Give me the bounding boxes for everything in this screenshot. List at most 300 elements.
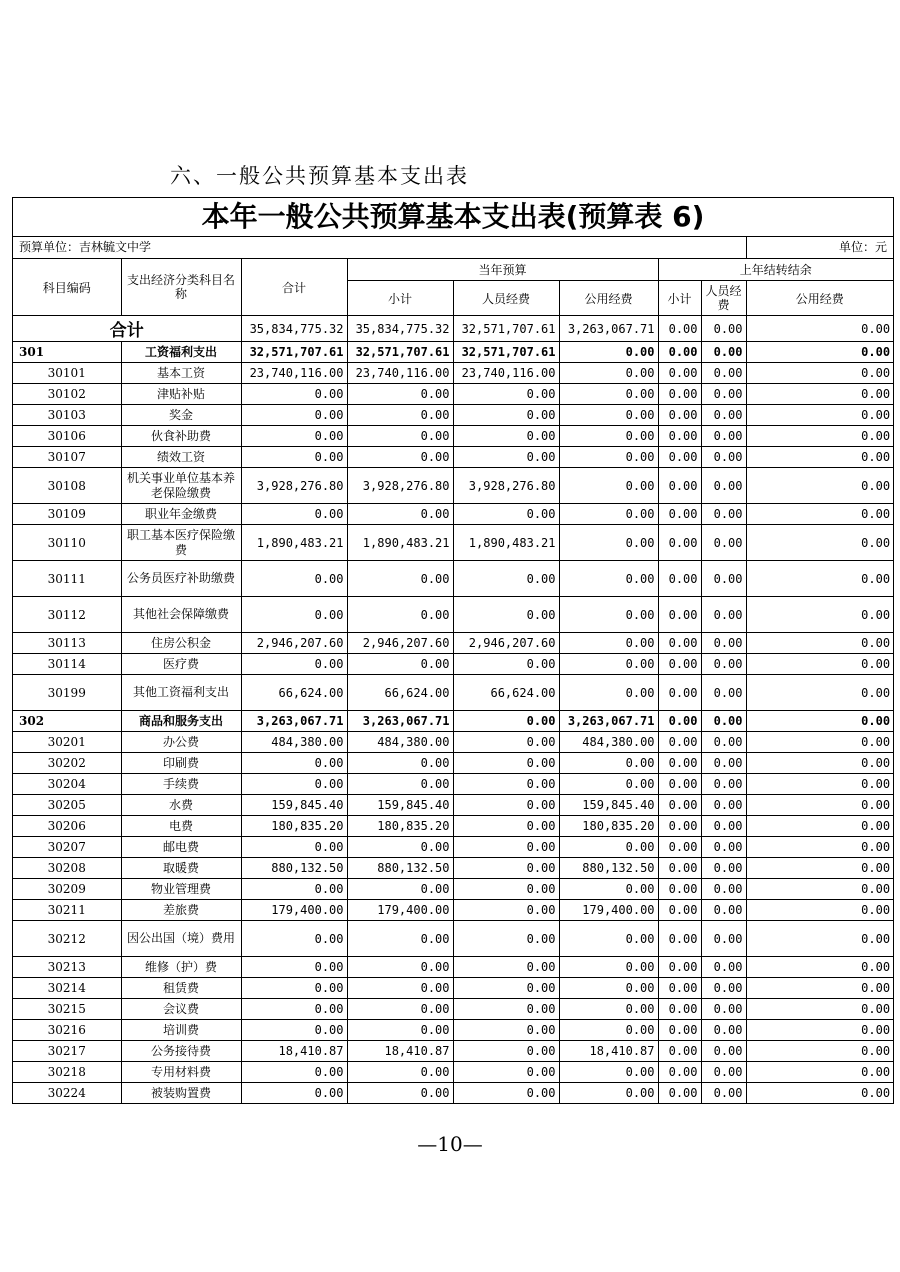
row-value: 0.00 bbox=[701, 525, 746, 561]
row-value: 3,263,067.71 bbox=[347, 711, 453, 732]
row-name: 其他社会保障缴费 bbox=[121, 597, 241, 633]
row-name: 会议费 bbox=[121, 999, 241, 1020]
table-row bbox=[13, 774, 893, 795]
row-value: 0.00 bbox=[347, 999, 453, 1020]
row-value: 0.00 bbox=[241, 561, 347, 597]
table-row bbox=[13, 900, 893, 921]
table-row bbox=[13, 363, 893, 384]
row-value: 0.00 bbox=[453, 504, 559, 525]
row-code: 30224 bbox=[13, 1083, 121, 1104]
row-code: 30110 bbox=[13, 525, 121, 561]
row-value: 0.00 bbox=[241, 597, 347, 633]
header-current-year: 当年预算 bbox=[347, 259, 658, 281]
category-row bbox=[13, 342, 893, 363]
row-value: 0.00 bbox=[559, 837, 658, 858]
row-value: 0.00 bbox=[746, 363, 893, 384]
row-name: 公务员医疗补助缴费 bbox=[121, 561, 241, 597]
total-value: 3,263,067.71 bbox=[559, 316, 658, 342]
row-value: 0.00 bbox=[347, 957, 453, 978]
row-value: 0.00 bbox=[746, 525, 893, 561]
row-value: 0.00 bbox=[658, 921, 701, 957]
row-value: 23,740,116.00 bbox=[347, 363, 453, 384]
row-value: 0.00 bbox=[658, 732, 701, 753]
total-value: 0.00 bbox=[701, 316, 746, 342]
table-row bbox=[13, 447, 893, 468]
row-value: 0.00 bbox=[701, 732, 746, 753]
row-value: 1,890,483.21 bbox=[347, 525, 453, 561]
row-value: 2,946,207.60 bbox=[347, 633, 453, 654]
row-name: 公务接待费 bbox=[121, 1041, 241, 1062]
section-title: 六、一般公共预算基本支出表 bbox=[170, 164, 469, 188]
row-value: 0.00 bbox=[347, 447, 453, 468]
row-value: 0.00 bbox=[241, 1083, 347, 1104]
row-value: 0.00 bbox=[701, 978, 746, 999]
row-value: 0.00 bbox=[701, 363, 746, 384]
row-name: 维修（护）费 bbox=[121, 957, 241, 978]
row-value: 18,410.87 bbox=[241, 1041, 347, 1062]
row-name: 差旅费 bbox=[121, 900, 241, 921]
table-row bbox=[13, 1041, 893, 1062]
table-row bbox=[13, 879, 893, 900]
row-value: 0.00 bbox=[453, 426, 559, 447]
row-value: 0.00 bbox=[746, 633, 893, 654]
row-value: 0.00 bbox=[453, 732, 559, 753]
header-py-subtotal: 小计 bbox=[658, 281, 701, 316]
row-code: 30205 bbox=[13, 795, 121, 816]
row-name: 住房公积金 bbox=[121, 633, 241, 654]
row-value: 484,380.00 bbox=[559, 732, 658, 753]
row-value: 0.00 bbox=[746, 342, 893, 363]
row-name: 专用材料费 bbox=[121, 1062, 241, 1083]
row-code: 30103 bbox=[13, 405, 121, 426]
row-code: 30216 bbox=[13, 1020, 121, 1041]
page-number: —10— bbox=[417, 1132, 483, 1156]
row-value: 0.00 bbox=[453, 816, 559, 837]
row-code: 30101 bbox=[13, 363, 121, 384]
row-value: 0.00 bbox=[559, 999, 658, 1020]
table-row bbox=[13, 597, 893, 633]
row-value: 32,571,707.61 bbox=[241, 342, 347, 363]
row-value: 0.00 bbox=[746, 405, 893, 426]
header-personnel: 人员经费 bbox=[453, 281, 559, 316]
row-value: 0.00 bbox=[453, 999, 559, 1020]
row-value: 0.00 bbox=[746, 426, 893, 447]
table-row bbox=[13, 426, 893, 447]
row-value: 0.00 bbox=[559, 561, 658, 597]
row-value: 0.00 bbox=[559, 978, 658, 999]
row-value: 179,400.00 bbox=[347, 900, 453, 921]
row-value: 0.00 bbox=[453, 654, 559, 675]
row-value: 0.00 bbox=[746, 732, 893, 753]
row-value: 3,928,276.80 bbox=[453, 468, 559, 504]
row-value: 159,845.40 bbox=[241, 795, 347, 816]
row-value: 0.00 bbox=[347, 1062, 453, 1083]
row-code: 30215 bbox=[13, 999, 121, 1020]
row-value: 180,835.20 bbox=[347, 816, 453, 837]
row-value: 0.00 bbox=[241, 753, 347, 774]
row-value: 0.00 bbox=[658, 837, 701, 858]
row-name: 印刷费 bbox=[121, 753, 241, 774]
row-value: 0.00 bbox=[658, 753, 701, 774]
row-value: 0.00 bbox=[658, 654, 701, 675]
row-value: 0.00 bbox=[241, 405, 347, 426]
row-name: 伙食补助费 bbox=[121, 426, 241, 447]
row-name: 培训费 bbox=[121, 1020, 241, 1041]
row-value: 0.00 bbox=[453, 858, 559, 879]
row-name: 商品和服务支出 bbox=[121, 711, 241, 732]
row-value: 0.00 bbox=[453, 978, 559, 999]
row-value: 0.00 bbox=[658, 363, 701, 384]
row-name: 医疗费 bbox=[121, 654, 241, 675]
row-value: 0.00 bbox=[701, 858, 746, 879]
row-value: 0.00 bbox=[658, 1062, 701, 1083]
row-value: 18,410.87 bbox=[347, 1041, 453, 1062]
row-value: 0.00 bbox=[241, 978, 347, 999]
row-value: 0.00 bbox=[658, 597, 701, 633]
row-value: 0.00 bbox=[347, 405, 453, 426]
row-name: 绩效工资 bbox=[121, 447, 241, 468]
table-row bbox=[13, 504, 893, 525]
total-value: 35,834,775.32 bbox=[241, 316, 347, 342]
row-value: 0.00 bbox=[746, 1020, 893, 1041]
row-name: 办公费 bbox=[121, 732, 241, 753]
table-row bbox=[13, 999, 893, 1020]
row-value: 0.00 bbox=[453, 795, 559, 816]
row-value: 0.00 bbox=[746, 921, 893, 957]
row-value: 0.00 bbox=[658, 900, 701, 921]
row-value: 0.00 bbox=[347, 879, 453, 900]
row-name: 其他工资福利支出 bbox=[121, 675, 241, 711]
table-row bbox=[13, 675, 893, 711]
header-py-personnel: 人员经费 bbox=[701, 281, 746, 316]
row-value: 2,946,207.60 bbox=[453, 633, 559, 654]
header-name: 支出经济分类科目名称 bbox=[121, 259, 241, 316]
row-value: 18,410.87 bbox=[559, 1041, 658, 1062]
row-value: 0.00 bbox=[658, 1020, 701, 1041]
row-value: 0.00 bbox=[701, 675, 746, 711]
row-value: 0.00 bbox=[347, 504, 453, 525]
row-name: 职业年金缴费 bbox=[121, 504, 241, 525]
row-name: 奖金 bbox=[121, 405, 241, 426]
row-code: 30218 bbox=[13, 1062, 121, 1083]
row-value: 0.00 bbox=[658, 504, 701, 525]
row-value: 159,845.40 bbox=[347, 795, 453, 816]
row-value: 0.00 bbox=[701, 795, 746, 816]
row-value: 0.00 bbox=[559, 1020, 658, 1041]
row-value: 0.00 bbox=[453, 837, 559, 858]
row-code: 30111 bbox=[13, 561, 121, 597]
row-value: 0.00 bbox=[746, 504, 893, 525]
row-value: 0.00 bbox=[746, 468, 893, 504]
row-value: 0.00 bbox=[701, 921, 746, 957]
row-name: 租赁费 bbox=[121, 978, 241, 999]
row-code: 30199 bbox=[13, 675, 121, 711]
row-code: 30208 bbox=[13, 858, 121, 879]
row-value: 0.00 bbox=[347, 384, 453, 405]
table-row bbox=[13, 633, 893, 654]
row-value: 0.00 bbox=[701, 711, 746, 732]
row-value: 0.00 bbox=[746, 711, 893, 732]
row-name: 工资福利支出 bbox=[121, 342, 241, 363]
row-value: 0.00 bbox=[658, 795, 701, 816]
row-value: 0.00 bbox=[453, 561, 559, 597]
row-value: 0.00 bbox=[746, 1083, 893, 1104]
row-value: 0.00 bbox=[559, 597, 658, 633]
row-value: 0.00 bbox=[701, 342, 746, 363]
header-total: 合计 bbox=[241, 259, 347, 316]
row-value: 0.00 bbox=[701, 1062, 746, 1083]
row-value: 0.00 bbox=[453, 597, 559, 633]
table-row bbox=[13, 837, 893, 858]
row-value: 0.00 bbox=[701, 504, 746, 525]
row-value: 0.00 bbox=[658, 816, 701, 837]
row-value: 3,928,276.80 bbox=[347, 468, 453, 504]
row-code: 30107 bbox=[13, 447, 121, 468]
row-value: 3,263,067.71 bbox=[559, 711, 658, 732]
row-value: 0.00 bbox=[701, 384, 746, 405]
row-value: 0.00 bbox=[559, 879, 658, 900]
row-value: 484,380.00 bbox=[241, 732, 347, 753]
table-row bbox=[13, 525, 893, 561]
row-value: 179,400.00 bbox=[241, 900, 347, 921]
row-value: 0.00 bbox=[347, 921, 453, 957]
row-value: 0.00 bbox=[559, 921, 658, 957]
table-row bbox=[13, 978, 893, 999]
table-row bbox=[13, 1020, 893, 1041]
table-row bbox=[13, 654, 893, 675]
row-name: 津贴补贴 bbox=[121, 384, 241, 405]
row-value: 0.00 bbox=[701, 426, 746, 447]
row-value: 0.00 bbox=[658, 1041, 701, 1062]
row-value: 0.00 bbox=[453, 447, 559, 468]
row-code: 30113 bbox=[13, 633, 121, 654]
row-value: 0.00 bbox=[746, 384, 893, 405]
row-value: 0.00 bbox=[241, 504, 347, 525]
total-value: 32,571,707.61 bbox=[453, 316, 559, 342]
header-subtotal: 小计 bbox=[347, 281, 453, 316]
row-value: 0.00 bbox=[453, 900, 559, 921]
row-code: 30214 bbox=[13, 978, 121, 999]
row-value: 0.00 bbox=[559, 504, 658, 525]
row-value: 0.00 bbox=[347, 597, 453, 633]
row-name: 基本工资 bbox=[121, 363, 241, 384]
row-value: 0.00 bbox=[701, 957, 746, 978]
row-value: 0.00 bbox=[241, 921, 347, 957]
row-value: 0.00 bbox=[658, 384, 701, 405]
row-code: 30206 bbox=[13, 816, 121, 837]
row-value: 484,380.00 bbox=[347, 732, 453, 753]
row-value: 0.00 bbox=[347, 774, 453, 795]
row-value: 0.00 bbox=[559, 384, 658, 405]
row-code: 30201 bbox=[13, 732, 121, 753]
row-value: 0.00 bbox=[701, 468, 746, 504]
row-value: 0.00 bbox=[241, 654, 347, 675]
total-row bbox=[13, 316, 893, 342]
row-value: 0.00 bbox=[658, 468, 701, 504]
row-value: 0.00 bbox=[453, 774, 559, 795]
header-py-public: 公用经费 bbox=[746, 281, 893, 316]
row-value: 0.00 bbox=[746, 816, 893, 837]
row-value: 0.00 bbox=[746, 837, 893, 858]
row-value: 0.00 bbox=[701, 879, 746, 900]
row-code: 30212 bbox=[13, 921, 121, 957]
row-value: 0.00 bbox=[746, 654, 893, 675]
row-value: 0.00 bbox=[453, 384, 559, 405]
row-value: 0.00 bbox=[559, 774, 658, 795]
table-row bbox=[13, 732, 893, 753]
row-value: 0.00 bbox=[559, 447, 658, 468]
row-value: 0.00 bbox=[701, 654, 746, 675]
row-value: 0.00 bbox=[701, 999, 746, 1020]
row-value: 0.00 bbox=[241, 426, 347, 447]
row-value: 0.00 bbox=[453, 753, 559, 774]
row-name: 取暖费 bbox=[121, 858, 241, 879]
row-value: 0.00 bbox=[746, 858, 893, 879]
row-value: 0.00 bbox=[559, 675, 658, 711]
row-value: 880,132.50 bbox=[347, 858, 453, 879]
table-row bbox=[13, 1062, 893, 1083]
row-name: 物业管理费 bbox=[121, 879, 241, 900]
row-value: 0.00 bbox=[453, 1062, 559, 1083]
row-name: 职工基本医疗保险缴费 bbox=[121, 525, 241, 561]
row-value: 0.00 bbox=[241, 774, 347, 795]
row-code: 30106 bbox=[13, 426, 121, 447]
row-value: 0.00 bbox=[658, 711, 701, 732]
table-row bbox=[13, 858, 893, 879]
budget-table-sheet bbox=[12, 197, 894, 1104]
table-row bbox=[13, 561, 893, 597]
row-value: 0.00 bbox=[347, 978, 453, 999]
row-name: 手续费 bbox=[121, 774, 241, 795]
row-name: 电费 bbox=[121, 816, 241, 837]
row-code: 30109 bbox=[13, 504, 121, 525]
row-value: 0.00 bbox=[746, 561, 893, 597]
row-value: 0.00 bbox=[559, 1083, 658, 1104]
row-value: 32,571,707.61 bbox=[347, 342, 453, 363]
table-row bbox=[13, 468, 893, 504]
table-title: 本年一般公共预算基本支出表(预算表 6) bbox=[13, 198, 893, 237]
row-value: 0.00 bbox=[658, 405, 701, 426]
row-value: 0.00 bbox=[746, 597, 893, 633]
row-code: 30108 bbox=[13, 468, 121, 504]
row-name: 水费 bbox=[121, 795, 241, 816]
row-value: 0.00 bbox=[241, 879, 347, 900]
row-value: 23,740,116.00 bbox=[241, 363, 347, 384]
row-value: 0.00 bbox=[241, 957, 347, 978]
row-value: 0.00 bbox=[658, 633, 701, 654]
row-value: 0.00 bbox=[347, 1083, 453, 1104]
row-value: 66,624.00 bbox=[241, 675, 347, 711]
row-value: 880,132.50 bbox=[241, 858, 347, 879]
row-code: 30207 bbox=[13, 837, 121, 858]
row-value: 0.00 bbox=[658, 879, 701, 900]
row-value: 0.00 bbox=[746, 957, 893, 978]
row-code: 30202 bbox=[13, 753, 121, 774]
row-value: 0.00 bbox=[701, 1041, 746, 1062]
header-code: 科目编码 bbox=[13, 259, 121, 316]
table-row bbox=[13, 753, 893, 774]
row-value: 66,624.00 bbox=[453, 675, 559, 711]
table-row bbox=[13, 1083, 893, 1104]
row-name: 机关事业单位基本养老保险缴费 bbox=[121, 468, 241, 504]
row-value: 0.00 bbox=[559, 525, 658, 561]
row-value: 0.00 bbox=[241, 1020, 347, 1041]
row-value: 0.00 bbox=[347, 654, 453, 675]
row-value: 0.00 bbox=[701, 561, 746, 597]
row-value: 0.00 bbox=[658, 342, 701, 363]
table-row bbox=[13, 921, 893, 957]
row-value: 0.00 bbox=[559, 363, 658, 384]
row-value: 0.00 bbox=[658, 858, 701, 879]
row-value: 0.00 bbox=[453, 1041, 559, 1062]
header-public: 公用经费 bbox=[559, 281, 658, 316]
row-value: 0.00 bbox=[241, 384, 347, 405]
row-value: 0.00 bbox=[453, 1083, 559, 1104]
row-value: 23,740,116.00 bbox=[453, 363, 559, 384]
row-value: 0.00 bbox=[347, 426, 453, 447]
row-value: 0.00 bbox=[658, 525, 701, 561]
total-value: 35,834,775.32 bbox=[347, 316, 453, 342]
row-value: 0.00 bbox=[701, 900, 746, 921]
row-value: 0.00 bbox=[746, 999, 893, 1020]
row-value: 3,928,276.80 bbox=[241, 468, 347, 504]
row-value: 0.00 bbox=[241, 1062, 347, 1083]
row-value: 0.00 bbox=[658, 978, 701, 999]
row-code: 30112 bbox=[13, 597, 121, 633]
row-code: 301 bbox=[13, 342, 121, 363]
row-value: 0.00 bbox=[347, 561, 453, 597]
row-value: 0.00 bbox=[701, 816, 746, 837]
row-value: 0.00 bbox=[559, 405, 658, 426]
table-row bbox=[13, 816, 893, 837]
row-value: 0.00 bbox=[241, 447, 347, 468]
row-value: 0.00 bbox=[658, 561, 701, 597]
row-value: 880,132.50 bbox=[559, 858, 658, 879]
category-row bbox=[13, 711, 893, 732]
row-value: 0.00 bbox=[746, 447, 893, 468]
row-code: 30102 bbox=[13, 384, 121, 405]
row-value: 0.00 bbox=[347, 837, 453, 858]
row-value: 0.00 bbox=[559, 633, 658, 654]
row-code: 30114 bbox=[13, 654, 121, 675]
row-value: 0.00 bbox=[658, 957, 701, 978]
row-value: 0.00 bbox=[746, 1041, 893, 1062]
row-value: 0.00 bbox=[701, 405, 746, 426]
row-value: 0.00 bbox=[746, 774, 893, 795]
row-value: 0.00 bbox=[453, 921, 559, 957]
row-value: 0.00 bbox=[241, 999, 347, 1020]
table-row bbox=[13, 795, 893, 816]
row-value: 0.00 bbox=[746, 675, 893, 711]
row-code: 30211 bbox=[13, 900, 121, 921]
row-value: 0.00 bbox=[658, 426, 701, 447]
row-value: 0.00 bbox=[453, 711, 559, 732]
row-value: 0.00 bbox=[701, 837, 746, 858]
row-value: 0.00 bbox=[453, 879, 559, 900]
row-value: 0.00 bbox=[701, 633, 746, 654]
row-value: 1,890,483.21 bbox=[453, 525, 559, 561]
total-value: 0.00 bbox=[658, 316, 701, 342]
row-code: 30209 bbox=[13, 879, 121, 900]
row-value: 0.00 bbox=[347, 753, 453, 774]
row-value: 0.00 bbox=[453, 1020, 559, 1041]
row-name: 邮电费 bbox=[121, 837, 241, 858]
row-value: 0.00 bbox=[347, 1020, 453, 1041]
row-value: 0.00 bbox=[746, 900, 893, 921]
row-value: 66,624.00 bbox=[347, 675, 453, 711]
row-code: 30217 bbox=[13, 1041, 121, 1062]
table-row bbox=[13, 384, 893, 405]
